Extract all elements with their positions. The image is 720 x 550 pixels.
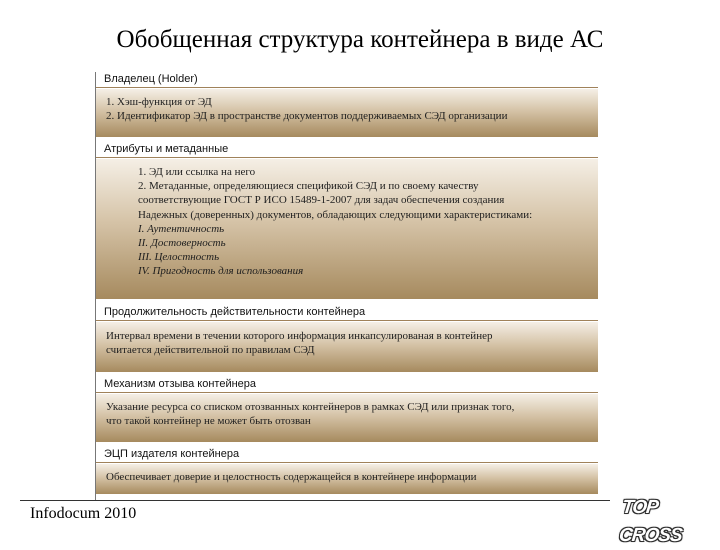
characteristic-item: I. Аутентичность bbox=[138, 222, 225, 235]
characteristic-item: IV. Пригодность для использования bbox=[138, 265, 304, 278]
section-header: Атрибуты и метаданные bbox=[96, 142, 598, 158]
section-body bbox=[96, 322, 598, 372]
section-line: 1. ЭД или ссылка на него bbox=[138, 166, 256, 178]
section-line: Указание ресурса со списком отозванных контейнеров в рамках СЭД или признак того, bbox=[106, 401, 515, 413]
section-line: Интервал времени в течении которого информация инкапсулированая в контейнер bbox=[106, 330, 493, 342]
section-header: Механизм отзыва контейнера bbox=[96, 377, 598, 393]
section-body bbox=[96, 464, 598, 494]
section-line: Обеспечивает доверие и целостность содержащейся в контейнере информации bbox=[106, 471, 477, 483]
top-cross-logo: TOP CROSS bbox=[618, 497, 683, 546]
section-body bbox=[96, 89, 598, 137]
slide-title: Обобщенная структура контейнера в виде АС bbox=[116, 26, 604, 53]
section-line: 2. Метаданные, определяющиеся спецификой СЭД и по своему качеству bbox=[138, 180, 479, 193]
section-header: ЭЦП издателя контейнера bbox=[96, 447, 598, 463]
section-header: Владелец (Holder) bbox=[96, 72, 598, 88]
section-header: Продолжительность действительности контейнера bbox=[96, 305, 598, 321]
section-line: 2. Идентификатор ЭД в пространстве документов поддерживаемых СЭД организации bbox=[106, 110, 508, 123]
section-line: 1. Хэш-функция от ЭД bbox=[106, 96, 212, 108]
footer-caption: Infodocum 2010 bbox=[30, 505, 137, 522]
section-line: что такой контейнер не может быть отозван bbox=[106, 415, 311, 428]
section-line: соответствующие ГОСТ Р ИСО 15489-1-2007 для задач обеспечения создания bbox=[138, 194, 505, 207]
section-body bbox=[96, 394, 598, 442]
characteristic-item: III. Целостность bbox=[138, 251, 220, 264]
footer-divider bbox=[20, 500, 610, 501]
characteristic-item: II. Достоверность bbox=[138, 237, 226, 250]
section-body bbox=[96, 159, 598, 299]
section-line: Надежных (доверенных) документов, обладающих следующими характеристиками: bbox=[138, 208, 533, 221]
section-line: считается действительной по правилам СЭД bbox=[106, 344, 315, 357]
